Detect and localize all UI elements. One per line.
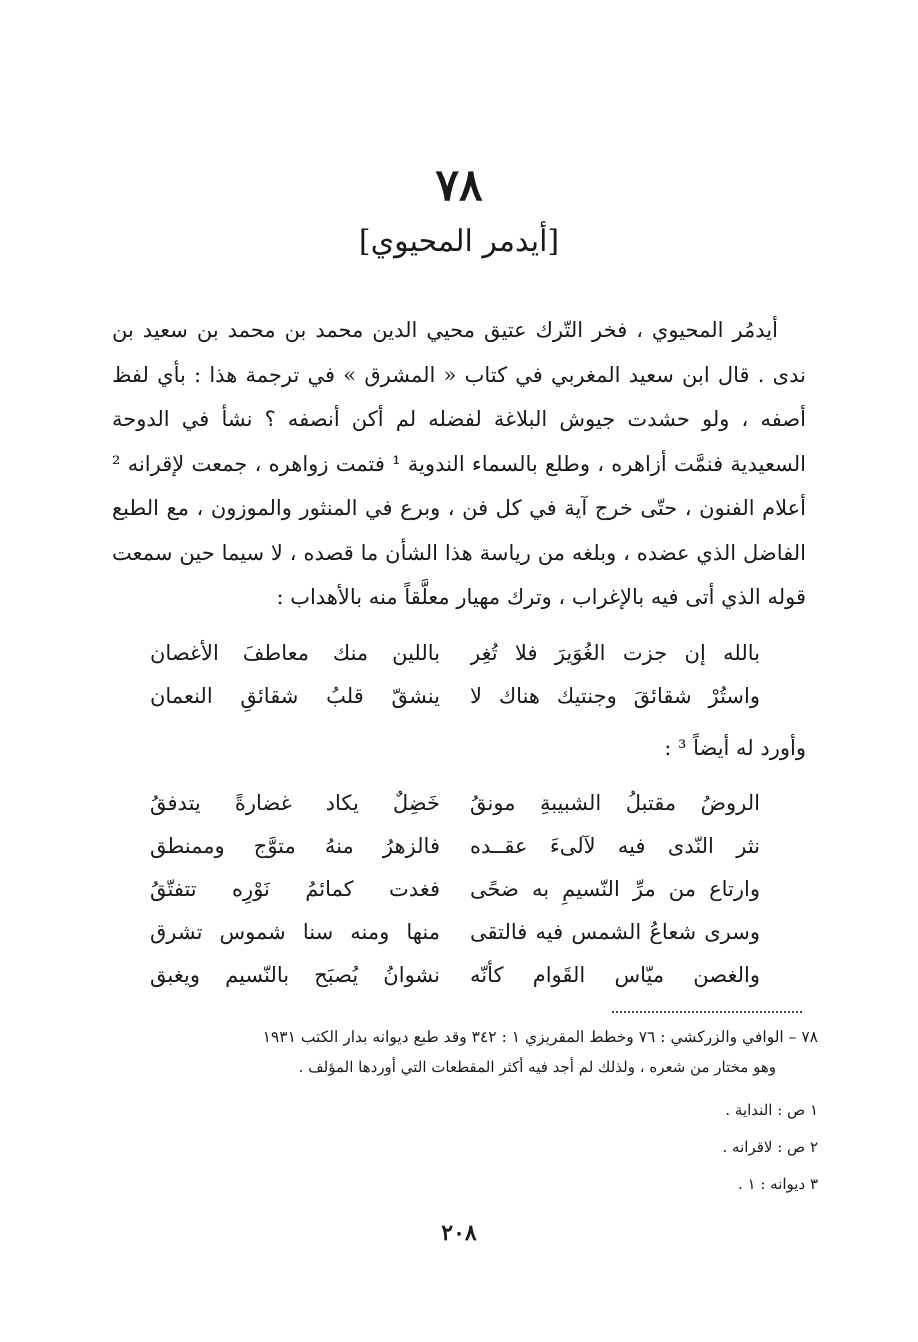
body-text xyxy=(112,308,806,620)
verse-line xyxy=(150,782,760,825)
verse-line xyxy=(150,954,760,997)
footnote-item: ٣ ديوانه : ١ . xyxy=(737,1175,818,1193)
verse-line xyxy=(150,911,760,954)
verse-first-hemistich: بالله إن جزت الغُوَيرَ فلا تُغِر xyxy=(470,641,760,665)
poem-1 xyxy=(150,632,760,718)
verse-line xyxy=(150,632,760,675)
verse-second-hemistich: منها ومنه سنا شموس تشرق xyxy=(150,920,440,944)
verse-second-hemistich: باللين منك معاطفَ الأغصان xyxy=(150,641,440,665)
verse-first-hemistich: والغصن ميّاس القَوام كأنّه xyxy=(470,963,760,987)
footnotes xyxy=(112,1022,818,1203)
verse-line xyxy=(150,675,760,718)
verse-second-hemistich: نشوانُ يُصبَح بالنّسيم ويغبق xyxy=(150,963,440,987)
footnote-source-continued: وهو مختار من شعره ، ولذلك لم أجد فيه أكثر المقطعات التي أوردها المؤلف . xyxy=(298,1058,776,1076)
footnote-divider xyxy=(612,1011,802,1013)
verse-first-hemistich: الروضُ مقتبلُ الشبيبةِ مونقُ xyxy=(470,791,760,815)
entry-number: ٧٨ xyxy=(435,160,483,211)
verse-line xyxy=(150,868,760,911)
body-paragraph: أيدمُر المحيوي ، فخر التّرك عتيق محيي الدين محمد بن محمد بن سعيد بن ندى . قال ابن سعيد المغربي في كتاب « المشرق » في ترجمة هذا : بأي لفظ أصفه ، ولو حشدت جيوش البلاغة لفضله لم أكن أنصفه ؟ نشأ في الدوحة السعيدية فنمَّت أزاهره ، وطلع بالسماء الندوية ¹ فتمت زواهره ، جمعت لإقرانه ² أعلام الفنون ، حتّى خرج آية في كل فن ، وبرع في المنثور والموزون ، مع الطبع الفاضل الذي عضده ، وبلغه من رياسة هذا الشأن ما قصده ، لا سيما حين سمعت قوله الذي أتى فيه بالإغراب ، وترك مهيار معلَّقاً منه بالأهداب : xyxy=(112,318,806,609)
page-number: ٢٠٨ xyxy=(441,1220,477,1246)
verse-first-hemistich: نثر النّدى فيه لآلىءَ عقــده xyxy=(470,834,760,858)
poem-2 xyxy=(150,782,760,997)
verse-second-hemistich: خَضِلٌ يكاد غضارةً يتدفقُ xyxy=(150,791,440,815)
verse-second-hemistich: فغدت كمائمُ نَوْرِه تتفتّقُ xyxy=(150,877,440,901)
verse-first-hemistich: وارتاع من مرِّ النّسيمِ به ضحًى xyxy=(470,877,760,901)
footnote-source: ٧٨ – الوافي والزركشي : ٧٦ وخطط المقريزي ١ : ٣٤٢ وقد طبع ديوانه بدار الكتب ١٩٣١ xyxy=(262,1028,818,1046)
poem-2-intro: وأورد له أيضاً ³ : xyxy=(664,736,806,760)
footnote-item: ١ ص : النداية . xyxy=(725,1101,818,1119)
verse-second-hemistich: ينشقّ قلبُ شقائقِ النعمان xyxy=(150,684,440,708)
footnote-item: ٢ ص : لاقرانه . xyxy=(722,1138,818,1156)
verse-second-hemistich: فالزهرُ منهُ متوَّج وممنطق xyxy=(150,834,440,858)
entry-title: [أيدمر المحيوي] xyxy=(358,224,560,259)
verse-line xyxy=(150,825,760,868)
verse-first-hemistich: وسرى شعاعُ الشمس فيه فالتقى xyxy=(470,920,760,944)
verse-first-hemistich: واستُرْ شقائقَ وجنتيك هناك لا xyxy=(470,684,760,708)
